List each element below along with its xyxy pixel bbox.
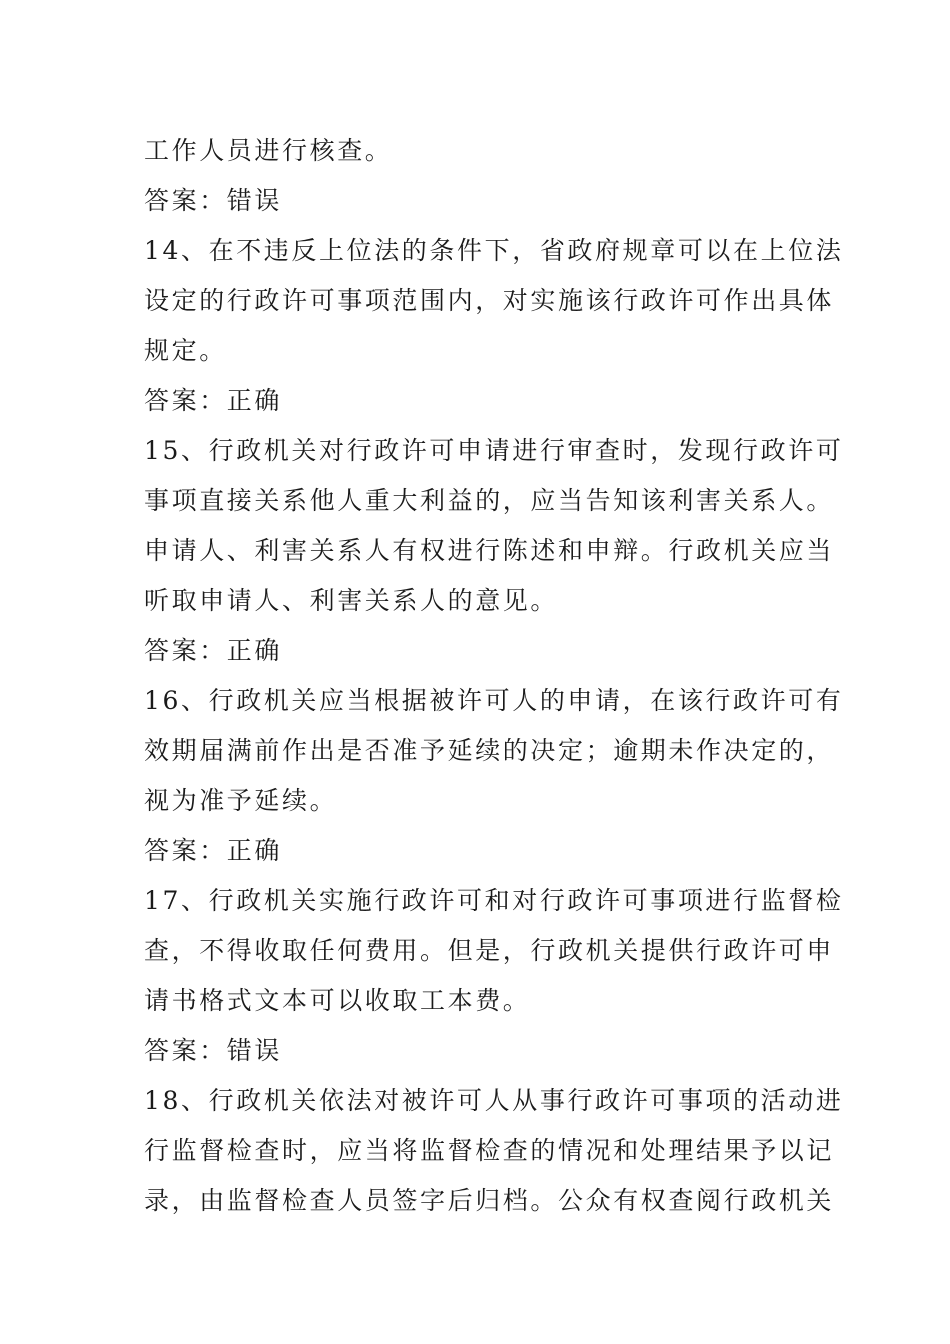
question-15-line: 15、行政机关对行政许可申请进行审查时，发现行政许可 [144,436,844,465]
question-18-line: 录，由监督检查人员签字后归档。公众有权查阅行政机关 [144,1186,835,1215]
text-line: 工作人员进行核查。 [144,136,393,165]
question-17-line: 请书格式文本可以收取工本费。 [144,986,531,1015]
question-15-line: 申请人、利害关系人有权进行陈述和申辩。行政机关应当 [144,536,835,565]
question-16-line: 视为准予延续。 [144,786,338,815]
question-14-line: 规定。 [144,336,227,365]
answer-line: 答案：正确 [144,636,283,665]
question-15-line: 事项直接关系他人重大利益的，应当告知该利害关系人。 [144,486,835,515]
question-17-line: 查，不得收取任何费用。但是，行政机关提供行政许可申 [144,936,835,965]
question-18-line: 18、行政机关依法对被许可人从事行政许可事项的活动进 [144,1086,844,1115]
answer-line: 答案：错误 [144,186,283,215]
question-15-line: 听取申请人、利害关系人的意见。 [144,586,559,615]
answer-line: 答案：正确 [144,386,283,415]
question-16-line: 效期届满前作出是否准予延续的决定；逾期未作决定的， [144,736,835,765]
question-14-line: 14、在不违反上位法的条件下，省政府规章可以在上位法 [144,236,844,265]
question-14-line: 设定的行政许可事项范围内，对实施该行政许可作出具体 [144,286,835,315]
question-18-line: 行监督检查时，应当将监督检查的情况和处理结果予以记 [144,1136,835,1165]
question-17-line: 17、行政机关实施行政许可和对行政许可事项进行监督检 [144,886,844,915]
document-body [144,126,844,1226]
answer-line: 答案：正确 [144,836,283,865]
question-16-line: 16、行政机关应当根据被许可人的申请，在该行政许可有 [144,686,844,715]
answer-line: 答案：错误 [144,1036,283,1065]
